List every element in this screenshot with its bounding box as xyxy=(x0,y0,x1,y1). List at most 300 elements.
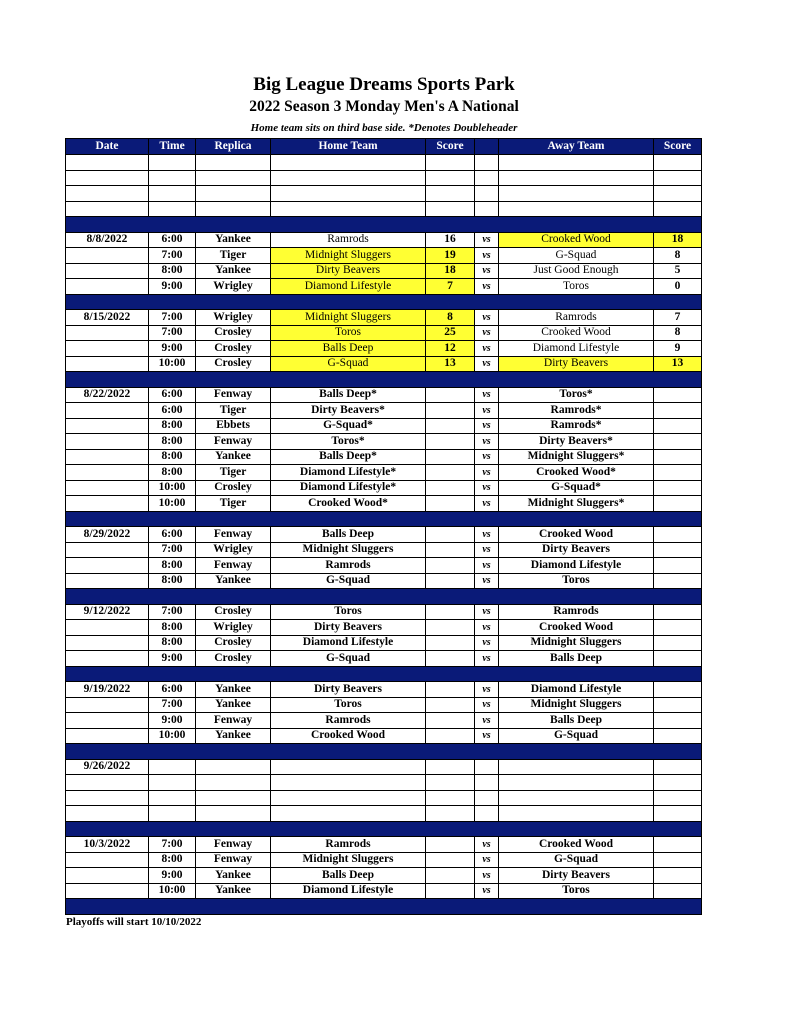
time-cell: 9:00 xyxy=(149,713,196,729)
away-team-cell: Dirty Beavers* xyxy=(499,434,654,450)
away-score-cell xyxy=(654,852,702,868)
vs-cell xyxy=(475,790,499,806)
week-separator-row xyxy=(66,294,702,310)
date-cell xyxy=(66,651,149,667)
table-row xyxy=(66,697,702,713)
vs-cell xyxy=(475,806,499,822)
away-team-cell: Ramrods* xyxy=(499,418,654,434)
home-team-cell xyxy=(271,775,426,791)
date-cell xyxy=(66,496,149,512)
vs-cell xyxy=(475,155,499,171)
column-header-replica: Replica xyxy=(196,139,271,155)
away-team-cell: Ramrods* xyxy=(499,403,654,419)
date-cell: 8/29/2022 xyxy=(66,527,149,543)
table-row xyxy=(66,310,702,326)
home-score-cell xyxy=(426,837,475,853)
away-score-cell xyxy=(654,759,702,775)
away-score-cell: 13 xyxy=(654,356,702,372)
date-cell xyxy=(66,279,149,295)
vs-cell: vs xyxy=(475,713,499,729)
away-team-cell xyxy=(499,775,654,791)
home-team-cell: Dirty Beavers xyxy=(271,620,426,636)
home-score-cell xyxy=(426,186,475,202)
replica-cell: Yankee xyxy=(196,263,271,279)
replica-cell: Yankee xyxy=(196,697,271,713)
separator-cell xyxy=(66,744,702,760)
time-cell: 7:00 xyxy=(149,248,196,264)
replica-cell: Wrigley xyxy=(196,620,271,636)
table-row xyxy=(66,341,702,357)
replica-cell: Fenway xyxy=(196,852,271,868)
away-score-cell xyxy=(654,527,702,543)
away-score-cell xyxy=(654,403,702,419)
away-team-cell: Toros* xyxy=(499,387,654,403)
away-team-cell: Diamond Lifestyle xyxy=(499,682,654,698)
away-score-cell xyxy=(654,697,702,713)
away-team-cell: Toros xyxy=(499,883,654,899)
vs-cell: vs xyxy=(475,883,499,899)
date-cell xyxy=(66,341,149,357)
date-cell xyxy=(66,713,149,729)
home-team-cell: Ramrods xyxy=(271,713,426,729)
away-score-cell xyxy=(654,806,702,822)
column-header-home-score: Score xyxy=(426,139,475,155)
date-cell: 10/3/2022 xyxy=(66,837,149,853)
away-score-cell xyxy=(654,868,702,884)
replica-cell xyxy=(196,170,271,186)
away-score-cell xyxy=(654,635,702,651)
away-score-cell: 5 xyxy=(654,263,702,279)
time-cell: 6:00 xyxy=(149,527,196,543)
vs-cell: vs xyxy=(475,449,499,465)
away-score-cell xyxy=(654,790,702,806)
separator-cell xyxy=(66,589,702,605)
date-cell xyxy=(66,465,149,481)
table-row xyxy=(66,356,702,372)
table-row xyxy=(66,682,702,698)
away-score-cell xyxy=(654,775,702,791)
away-score-cell xyxy=(654,170,702,186)
time-cell: 10:00 xyxy=(149,480,196,496)
week-separator-row xyxy=(66,666,702,682)
column-header-home-team: Home Team xyxy=(271,139,426,155)
home-team-cell: Balls Deep xyxy=(271,868,426,884)
date-cell: 9/12/2022 xyxy=(66,604,149,620)
home-score-cell xyxy=(426,387,475,403)
home-team-cell: Midnight Sluggers xyxy=(271,542,426,558)
separator-cell xyxy=(66,821,702,837)
home-score-cell xyxy=(426,883,475,899)
vs-cell: vs xyxy=(475,620,499,636)
replica-cell: Crosley xyxy=(196,635,271,651)
away-team-cell: Ramrods xyxy=(499,310,654,326)
time-cell: 7:00 xyxy=(149,604,196,620)
away-score-cell xyxy=(654,604,702,620)
empty-row xyxy=(66,201,702,217)
home-team-cell: Diamond Lifestyle xyxy=(271,635,426,651)
home-score-cell: 25 xyxy=(426,325,475,341)
away-team-cell xyxy=(499,155,654,171)
home-team-cell: Balls Deep* xyxy=(271,449,426,465)
week-separator-row xyxy=(66,511,702,527)
replica-cell: Wrigley xyxy=(196,279,271,295)
time-cell: 10:00 xyxy=(149,883,196,899)
date-cell xyxy=(66,697,149,713)
time-cell: 8:00 xyxy=(149,449,196,465)
date-cell xyxy=(66,248,149,264)
table-row xyxy=(66,573,702,589)
table-row xyxy=(66,852,702,868)
time-cell xyxy=(149,186,196,202)
replica-cell xyxy=(196,790,271,806)
time-cell: 9:00 xyxy=(149,651,196,667)
date-cell xyxy=(66,201,149,217)
date-cell xyxy=(66,434,149,450)
vs-cell: vs xyxy=(475,279,499,295)
home-team-cell: Toros* xyxy=(271,434,426,450)
date-cell xyxy=(66,356,149,372)
home-score-cell xyxy=(426,418,475,434)
away-team-cell: Balls Deep xyxy=(499,651,654,667)
time-cell xyxy=(149,201,196,217)
vs-cell: vs xyxy=(475,496,499,512)
away-team-cell: Crooked Wood* xyxy=(499,465,654,481)
table-row xyxy=(66,620,702,636)
replica-cell: Crosley xyxy=(196,480,271,496)
vs-cell: vs xyxy=(475,697,499,713)
time-cell: 6:00 xyxy=(149,232,196,248)
home-team-cell: G-Squad xyxy=(271,651,426,667)
column-header-time: Time xyxy=(149,139,196,155)
away-team-cell: Dirty Beavers xyxy=(499,542,654,558)
home-team-cell: Balls Deep xyxy=(271,527,426,543)
home-team-cell: Dirty Beavers xyxy=(271,263,426,279)
home-score-cell xyxy=(426,542,475,558)
date-cell: 9/26/2022 xyxy=(66,759,149,775)
home-score-cell xyxy=(426,728,475,744)
replica-cell: Fenway xyxy=(196,713,271,729)
home-score-cell xyxy=(426,449,475,465)
table-row xyxy=(66,263,702,279)
separator-cell xyxy=(66,666,702,682)
replica-cell: Ebbets xyxy=(196,418,271,434)
away-team-cell: Midnight Sluggers xyxy=(499,635,654,651)
away-score-cell: 0 xyxy=(654,279,702,295)
home-score-cell xyxy=(426,480,475,496)
replica-cell: Tiger xyxy=(196,248,271,264)
home-team-cell: Balls Deep* xyxy=(271,387,426,403)
away-team-cell: Just Good Enough xyxy=(499,263,654,279)
date-cell xyxy=(66,325,149,341)
time-cell: 7:00 xyxy=(149,837,196,853)
table-row xyxy=(66,480,702,496)
away-team-cell: G-Squad xyxy=(499,852,654,868)
date-cell: 8/8/2022 xyxy=(66,232,149,248)
column-header-vs xyxy=(475,139,499,155)
date-cell xyxy=(66,790,149,806)
away-score-cell: 7 xyxy=(654,310,702,326)
empty-row xyxy=(66,186,702,202)
away-team-cell xyxy=(499,790,654,806)
time-cell: 8:00 xyxy=(149,434,196,450)
away-score-cell: 8 xyxy=(654,248,702,264)
away-score-cell xyxy=(654,620,702,636)
away-team-cell: Dirty Beavers xyxy=(499,356,654,372)
away-score-cell: 18 xyxy=(654,232,702,248)
vs-cell: vs xyxy=(475,434,499,450)
home-team-cell xyxy=(271,155,426,171)
time-cell: 6:00 xyxy=(149,387,196,403)
page-note: Home team sits on third base side. *Denotes Doubleheader xyxy=(250,122,518,134)
home-score-cell xyxy=(426,790,475,806)
away-team-cell: Diamond Lifestyle xyxy=(499,558,654,574)
home-score-cell xyxy=(426,170,475,186)
vs-cell: vs xyxy=(475,387,499,403)
replica-cell: Tiger xyxy=(196,496,271,512)
date-cell xyxy=(66,449,149,465)
time-cell: 8:00 xyxy=(149,635,196,651)
away-team-cell: Midnight Sluggers* xyxy=(499,496,654,512)
replica-cell: Crosley xyxy=(196,356,271,372)
week-separator-row xyxy=(66,217,702,233)
vs-cell: vs xyxy=(475,527,499,543)
home-team-cell: Diamond Lifestyle* xyxy=(271,465,426,481)
empty-row xyxy=(66,775,702,791)
home-team-cell: Ramrods xyxy=(271,232,426,248)
home-score-cell xyxy=(426,868,475,884)
replica-cell: Yankee xyxy=(196,682,271,698)
time-cell: 8:00 xyxy=(149,263,196,279)
time-cell xyxy=(149,806,196,822)
date-cell xyxy=(66,558,149,574)
vs-cell: vs xyxy=(475,418,499,434)
home-team-cell: Diamond Lifestyle xyxy=(271,279,426,295)
replica-cell: Fenway xyxy=(196,837,271,853)
away-score-cell xyxy=(654,883,702,899)
time-cell: 8:00 xyxy=(149,465,196,481)
empty-row xyxy=(66,155,702,171)
away-team-cell: G-Squad xyxy=(499,248,654,264)
home-score-cell xyxy=(426,558,475,574)
replica-cell: Crosley xyxy=(196,651,271,667)
replica-cell: Crosley xyxy=(196,325,271,341)
time-cell: 8:00 xyxy=(149,620,196,636)
week-separator-row xyxy=(66,899,702,915)
away-team-cell xyxy=(499,806,654,822)
date-cell xyxy=(66,728,149,744)
vs-cell xyxy=(475,759,499,775)
replica-cell xyxy=(196,775,271,791)
home-score-cell: 19 xyxy=(426,248,475,264)
vs-cell: vs xyxy=(475,480,499,496)
empty-row xyxy=(66,170,702,186)
home-team-cell: G-Squad xyxy=(271,356,426,372)
replica-cell: Fenway xyxy=(196,434,271,450)
vs-cell: vs xyxy=(475,728,499,744)
away-team-cell: G-Squad xyxy=(499,728,654,744)
time-cell: 9:00 xyxy=(149,279,196,295)
vs-cell xyxy=(475,775,499,791)
table-row xyxy=(66,496,702,512)
table-row xyxy=(66,465,702,481)
away-score-cell xyxy=(654,186,702,202)
away-score-cell xyxy=(654,480,702,496)
time-cell xyxy=(149,155,196,171)
away-score-cell xyxy=(654,542,702,558)
home-team-cell xyxy=(271,170,426,186)
home-score-cell xyxy=(426,434,475,450)
replica-cell: Wrigley xyxy=(196,542,271,558)
date-cell xyxy=(66,620,149,636)
home-score-cell xyxy=(426,155,475,171)
home-score-cell xyxy=(426,806,475,822)
schedule-table xyxy=(65,138,702,915)
home-team-cell xyxy=(271,759,426,775)
away-team-cell: Crooked Wood xyxy=(499,620,654,636)
replica-cell: Yankee xyxy=(196,728,271,744)
home-score-cell xyxy=(426,651,475,667)
date-cell xyxy=(66,186,149,202)
column-header-date: Date xyxy=(66,139,149,155)
home-team-cell: Crooked Wood xyxy=(271,728,426,744)
date-cell xyxy=(66,635,149,651)
home-team-cell xyxy=(271,790,426,806)
date-cell xyxy=(66,806,149,822)
away-team-cell: Ramrods xyxy=(499,604,654,620)
home-score-cell xyxy=(426,527,475,543)
away-score-cell xyxy=(654,682,702,698)
table-header-row xyxy=(66,139,702,155)
time-cell: 6:00 xyxy=(149,403,196,419)
replica-cell: Yankee xyxy=(196,573,271,589)
vs-cell: vs xyxy=(475,232,499,248)
home-score-cell: 12 xyxy=(426,341,475,357)
replica-cell: Crosley xyxy=(196,604,271,620)
time-cell: 10:00 xyxy=(149,496,196,512)
away-score-cell xyxy=(654,573,702,589)
date-cell xyxy=(66,775,149,791)
separator-cell xyxy=(66,294,702,310)
home-team-cell: Midnight Sluggers xyxy=(271,310,426,326)
table-row xyxy=(66,418,702,434)
home-score-cell xyxy=(426,713,475,729)
time-cell xyxy=(149,790,196,806)
away-team-cell: Diamond Lifestyle xyxy=(499,341,654,357)
away-team-cell: Crooked Wood xyxy=(499,232,654,248)
vs-cell: vs xyxy=(475,356,499,372)
replica-cell: Yankee xyxy=(196,883,271,899)
date-cell xyxy=(66,883,149,899)
home-team-cell xyxy=(271,806,426,822)
table-row xyxy=(66,837,702,853)
table-row xyxy=(66,403,702,419)
away-team-cell: Crooked Wood xyxy=(499,325,654,341)
vs-cell: vs xyxy=(475,852,499,868)
separator-cell xyxy=(66,217,702,233)
time-cell xyxy=(149,170,196,186)
vs-cell: vs xyxy=(475,465,499,481)
date-cell xyxy=(66,852,149,868)
date-cell xyxy=(66,170,149,186)
empty-row xyxy=(66,759,702,775)
time-cell: 8:00 xyxy=(149,418,196,434)
date-cell xyxy=(66,868,149,884)
time-cell: 7:00 xyxy=(149,325,196,341)
home-score-cell: 18 xyxy=(426,263,475,279)
replica-cell: Tiger xyxy=(196,465,271,481)
empty-row xyxy=(66,806,702,822)
time-cell: 7:00 xyxy=(149,542,196,558)
time-cell: 10:00 xyxy=(149,728,196,744)
home-score-cell xyxy=(426,635,475,651)
home-score-cell xyxy=(426,697,475,713)
replica-cell: Fenway xyxy=(196,558,271,574)
week-separator-row xyxy=(66,744,702,760)
date-cell xyxy=(66,573,149,589)
away-team-cell: Toros xyxy=(499,573,654,589)
home-score-cell xyxy=(426,775,475,791)
home-team-cell: Balls Deep xyxy=(271,341,426,357)
vs-cell xyxy=(475,186,499,202)
week-separator-row xyxy=(66,821,702,837)
page-subtitle: 2022 Season 3 Monday Men's A National xyxy=(249,98,519,115)
away-score-cell: 9 xyxy=(654,341,702,357)
column-header-away-score: Score xyxy=(654,139,702,155)
home-team-cell: Ramrods xyxy=(271,837,426,853)
table-row xyxy=(66,883,702,899)
replica-cell xyxy=(196,155,271,171)
date-cell xyxy=(66,480,149,496)
date-cell xyxy=(66,155,149,171)
table-row xyxy=(66,279,702,295)
table-row xyxy=(66,604,702,620)
empty-row xyxy=(66,790,702,806)
table-row xyxy=(66,325,702,341)
table-row xyxy=(66,434,702,450)
table-row xyxy=(66,728,702,744)
home-score-cell: 7 xyxy=(426,279,475,295)
vs-cell: vs xyxy=(475,682,499,698)
home-team-cell: Diamond Lifestyle* xyxy=(271,480,426,496)
away-team-cell xyxy=(499,170,654,186)
away-score-cell xyxy=(654,387,702,403)
away-team-cell: Balls Deep xyxy=(499,713,654,729)
away-team-cell: Midnight Sluggers* xyxy=(499,449,654,465)
away-score-cell xyxy=(654,465,702,481)
date-cell xyxy=(66,418,149,434)
table-row xyxy=(66,635,702,651)
away-team-cell xyxy=(499,759,654,775)
table-row xyxy=(66,527,702,543)
home-score-cell: 13 xyxy=(426,356,475,372)
away-team-cell: Crooked Wood xyxy=(499,527,654,543)
home-score-cell xyxy=(426,682,475,698)
replica-cell: Yankee xyxy=(196,449,271,465)
home-score-cell: 16 xyxy=(426,232,475,248)
away-score-cell xyxy=(654,434,702,450)
date-cell: 8/22/2022 xyxy=(66,387,149,403)
date-cell xyxy=(66,263,149,279)
column-header-away-team: Away Team xyxy=(499,139,654,155)
away-team-cell: Midnight Sluggers xyxy=(499,697,654,713)
time-cell: 10:00 xyxy=(149,356,196,372)
vs-cell: vs xyxy=(475,248,499,264)
time-cell: 7:00 xyxy=(149,310,196,326)
time-cell xyxy=(149,759,196,775)
vs-cell: vs xyxy=(475,558,499,574)
away-score-cell xyxy=(654,558,702,574)
away-team-cell: Toros xyxy=(499,279,654,295)
